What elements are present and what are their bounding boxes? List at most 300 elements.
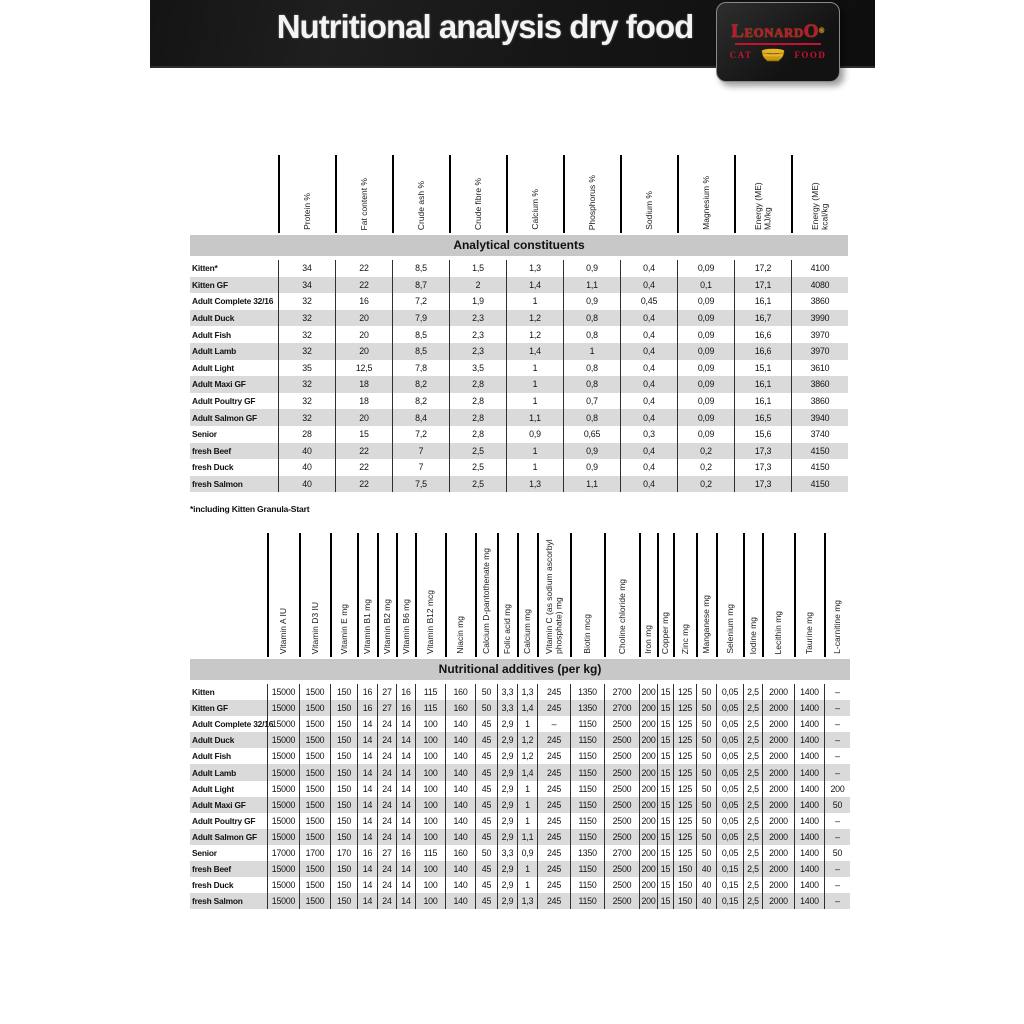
row-label: Senior bbox=[192, 429, 217, 440]
cell: 2,9 bbox=[497, 877, 517, 893]
analytical-constituents-table bbox=[190, 155, 848, 492]
cell: 15 bbox=[657, 797, 673, 813]
cell: 0,09 bbox=[677, 360, 734, 377]
row-label: Adult Light bbox=[192, 362, 234, 373]
row-label: fresh Duck bbox=[192, 462, 234, 473]
cell: 125 bbox=[673, 797, 696, 813]
cell: 2700 bbox=[604, 845, 639, 861]
cell: 100 bbox=[415, 893, 445, 909]
column-header-label: Lecithin mg bbox=[773, 610, 784, 654]
cell: 0,8 bbox=[563, 326, 620, 343]
cell: 4150 bbox=[791, 476, 848, 493]
column-header-label: Iron mg bbox=[643, 625, 654, 654]
cell: 1150 bbox=[570, 781, 604, 797]
cell: 1150 bbox=[570, 813, 604, 829]
column-header-label: Vitamin B6 mg bbox=[400, 598, 411, 654]
cell: 4150 bbox=[791, 443, 848, 460]
cell: 50 bbox=[696, 684, 716, 700]
cell: 1500 bbox=[299, 781, 330, 797]
brand-logo-badge bbox=[716, 2, 840, 82]
cell: 200 bbox=[639, 861, 657, 877]
row-label: fresh Salmon bbox=[192, 896, 243, 907]
page-title: Nutritional analysis dry food bbox=[276, 8, 694, 45]
cell: 24 bbox=[377, 732, 396, 748]
cell: 40 bbox=[278, 476, 335, 493]
cell: 0,7 bbox=[563, 393, 620, 410]
cell: 0,9 bbox=[563, 260, 620, 277]
cell: 2500 bbox=[604, 764, 639, 780]
cell: 2,9 bbox=[497, 797, 517, 813]
cell: 140 bbox=[445, 877, 475, 893]
cell: 125 bbox=[673, 781, 696, 797]
column-header bbox=[537, 533, 570, 657]
column-header-label: Protein % bbox=[301, 193, 312, 230]
cell: 1500 bbox=[299, 861, 330, 877]
cell: 150 bbox=[330, 797, 357, 813]
cell: 2500 bbox=[604, 829, 639, 845]
cell: 2,5 bbox=[743, 845, 762, 861]
cell: 14 bbox=[357, 748, 377, 764]
cell: 3,3 bbox=[497, 684, 517, 700]
cell: 14 bbox=[357, 893, 377, 909]
cell: 100 bbox=[415, 861, 445, 877]
cell: 200 bbox=[639, 877, 657, 893]
cell: 2500 bbox=[604, 877, 639, 893]
cell: 15 bbox=[657, 861, 673, 877]
cell: 1400 bbox=[794, 797, 824, 813]
cell: 2,5 bbox=[743, 861, 762, 877]
column-header bbox=[517, 533, 537, 657]
cell: 140 bbox=[445, 732, 475, 748]
cell: 1,1 bbox=[517, 829, 537, 845]
column-header-label: Magnesium % bbox=[700, 176, 711, 230]
cell: 200 bbox=[639, 764, 657, 780]
cell: 2,9 bbox=[497, 813, 517, 829]
cell: 16,6 bbox=[734, 343, 791, 360]
cell: 0,05 bbox=[716, 813, 743, 829]
cell: 2,9 bbox=[497, 764, 517, 780]
cell: 1350 bbox=[570, 700, 604, 716]
cell: 50 bbox=[475, 700, 497, 716]
column-header-label: Calcium % bbox=[529, 189, 540, 230]
row-label: Adult Maxi GF bbox=[192, 799, 246, 810]
cell: 100 bbox=[415, 732, 445, 748]
column-header-label: Taurine mg bbox=[804, 611, 815, 654]
cell: 1,2 bbox=[517, 748, 537, 764]
cell: 15000 bbox=[267, 813, 299, 829]
row-label: Adult Duck bbox=[192, 313, 235, 324]
cell: 245 bbox=[537, 845, 570, 861]
cell: 45 bbox=[475, 829, 497, 845]
cell: 3,3 bbox=[497, 845, 517, 861]
cell: 140 bbox=[445, 829, 475, 845]
cell: 17,1 bbox=[734, 277, 791, 294]
cell: 24 bbox=[377, 764, 396, 780]
cell: 2,9 bbox=[497, 893, 517, 909]
column-header bbox=[743, 533, 762, 657]
cell: 0,2 bbox=[677, 476, 734, 493]
cell: 160 bbox=[445, 845, 475, 861]
table-row bbox=[190, 716, 850, 732]
cell: – bbox=[824, 893, 850, 909]
cell: 16 bbox=[357, 845, 377, 861]
column-header bbox=[620, 155, 677, 233]
cell: 2,3 bbox=[449, 326, 506, 343]
cell: 170 bbox=[330, 845, 357, 861]
cell: 50 bbox=[696, 829, 716, 845]
cell: 3610 bbox=[791, 360, 848, 377]
column-header-label: Energy (ME) MJ/kg bbox=[753, 182, 773, 230]
column-header bbox=[396, 533, 415, 657]
cell: 15,1 bbox=[734, 360, 791, 377]
column-header-label: Energy (ME) kcal/kg bbox=[810, 182, 830, 230]
brand-name: LeonardO® bbox=[731, 21, 825, 42]
cell: 200 bbox=[639, 700, 657, 716]
cell: 1,3 bbox=[517, 684, 537, 700]
cell: 22 bbox=[335, 459, 392, 476]
cell: 24 bbox=[377, 748, 396, 764]
cell: 50 bbox=[696, 716, 716, 732]
cell: 24 bbox=[377, 797, 396, 813]
cell: 1150 bbox=[570, 797, 604, 813]
cell: 40 bbox=[696, 877, 716, 893]
cell: 1500 bbox=[299, 829, 330, 845]
row-label: Adult Fish bbox=[192, 751, 231, 762]
cell: 45 bbox=[475, 716, 497, 732]
cell: 50 bbox=[696, 797, 716, 813]
cell: 245 bbox=[537, 861, 570, 877]
cell: 45 bbox=[475, 861, 497, 877]
table-row bbox=[190, 293, 848, 310]
cell: 15000 bbox=[267, 877, 299, 893]
cell: 2000 bbox=[762, 877, 794, 893]
cell: 1,1 bbox=[563, 476, 620, 493]
cell: 0,9 bbox=[563, 443, 620, 460]
cell: 2500 bbox=[604, 893, 639, 909]
column-header bbox=[299, 533, 330, 657]
column-header-label: Crude ash % bbox=[415, 180, 426, 230]
cell: 245 bbox=[537, 829, 570, 845]
cell: 150 bbox=[330, 732, 357, 748]
cell: 245 bbox=[537, 877, 570, 893]
cell: 2,5 bbox=[743, 813, 762, 829]
cell: 14 bbox=[357, 732, 377, 748]
nutritional-additives-table bbox=[190, 533, 850, 909]
cell: 1,4 bbox=[517, 764, 537, 780]
cell: 2700 bbox=[604, 700, 639, 716]
cell: 1 bbox=[506, 376, 563, 393]
cell: 50 bbox=[475, 684, 497, 700]
column-header-label: Iodine mg bbox=[747, 616, 758, 654]
cell: 1400 bbox=[794, 716, 824, 732]
cell: 2000 bbox=[762, 781, 794, 797]
cell: 0,9 bbox=[563, 293, 620, 310]
cell: 2,9 bbox=[497, 861, 517, 877]
cell: 0,4 bbox=[620, 343, 677, 360]
table-row bbox=[190, 310, 848, 327]
row-label: fresh Beef bbox=[192, 445, 231, 456]
cell: 150 bbox=[330, 716, 357, 732]
cell: 32 bbox=[278, 409, 335, 426]
cell: 50 bbox=[696, 732, 716, 748]
cell: 7,2 bbox=[392, 293, 449, 310]
column-header-label: Phosphorus % bbox=[586, 174, 597, 230]
cell: 32 bbox=[278, 310, 335, 327]
cell: 200 bbox=[639, 829, 657, 845]
row-label: Adult Light bbox=[192, 783, 234, 794]
cell: 22 bbox=[335, 443, 392, 460]
cell: 0,2 bbox=[677, 443, 734, 460]
cell: 17000 bbox=[267, 845, 299, 861]
cell: 7,2 bbox=[392, 426, 449, 443]
cell: 24 bbox=[377, 813, 396, 829]
cell: 1400 bbox=[794, 877, 824, 893]
cell: 1,2 bbox=[506, 310, 563, 327]
cell: 50 bbox=[824, 797, 850, 813]
cell: 16,1 bbox=[734, 393, 791, 410]
cell: 2,8 bbox=[449, 393, 506, 410]
cell: 2,9 bbox=[497, 716, 517, 732]
cell: 2500 bbox=[604, 732, 639, 748]
cell: 34 bbox=[278, 260, 335, 277]
cell: 0,09 bbox=[677, 343, 734, 360]
cell: 45 bbox=[475, 764, 497, 780]
cell: 0,09 bbox=[677, 293, 734, 310]
column-header bbox=[734, 155, 791, 233]
cell: 50 bbox=[824, 845, 850, 861]
cell: 15 bbox=[657, 716, 673, 732]
cell: 1,2 bbox=[517, 732, 537, 748]
cell: 150 bbox=[673, 861, 696, 877]
row-label: fresh Beef bbox=[192, 864, 231, 875]
cell: 245 bbox=[537, 813, 570, 829]
cell: 24 bbox=[377, 893, 396, 909]
cell: 100 bbox=[415, 797, 445, 813]
cell: 0,9 bbox=[517, 845, 537, 861]
cell: 12,5 bbox=[335, 360, 392, 377]
table-row bbox=[190, 813, 850, 829]
cell: 50 bbox=[696, 700, 716, 716]
column-header bbox=[696, 533, 716, 657]
cell: 15000 bbox=[267, 700, 299, 716]
table-row bbox=[190, 393, 848, 410]
cell: 0,4 bbox=[620, 476, 677, 493]
column-header bbox=[330, 533, 357, 657]
registered-trademark-icon: ® bbox=[819, 28, 825, 35]
cell: 7,8 bbox=[392, 360, 449, 377]
cell: 14 bbox=[396, 893, 415, 909]
cell: 24 bbox=[377, 829, 396, 845]
row-label: Adult Salmon GF bbox=[192, 412, 257, 423]
cell: 2,5 bbox=[743, 732, 762, 748]
cell: 20 bbox=[335, 409, 392, 426]
table-row bbox=[190, 877, 850, 893]
table-body bbox=[190, 260, 848, 492]
column-header-label: Choline chloride mg bbox=[616, 578, 627, 654]
cell: 15000 bbox=[267, 781, 299, 797]
table-row bbox=[190, 700, 850, 716]
cell: 2,9 bbox=[497, 781, 517, 797]
cell: 150 bbox=[330, 861, 357, 877]
cell: 125 bbox=[673, 845, 696, 861]
cell: 1400 bbox=[794, 748, 824, 764]
cell: 150 bbox=[330, 700, 357, 716]
cell: 8,5 bbox=[392, 326, 449, 343]
cell: 140 bbox=[445, 748, 475, 764]
cell: 22 bbox=[335, 277, 392, 294]
cell: 32 bbox=[278, 393, 335, 410]
cell: 15 bbox=[657, 732, 673, 748]
cell: 3860 bbox=[791, 293, 848, 310]
cell: 7,9 bbox=[392, 310, 449, 327]
cell: 50 bbox=[696, 748, 716, 764]
cell: 2,5 bbox=[743, 893, 762, 909]
cell: 0,8 bbox=[563, 360, 620, 377]
cell: 17,3 bbox=[734, 476, 791, 493]
cell: 2,5 bbox=[449, 459, 506, 476]
cell: 45 bbox=[475, 732, 497, 748]
cell: 8,5 bbox=[392, 343, 449, 360]
cell: – bbox=[824, 877, 850, 893]
table-row bbox=[190, 409, 848, 426]
cell: 34 bbox=[278, 277, 335, 294]
column-header bbox=[677, 155, 734, 233]
column-header-label: Biotin mcg bbox=[582, 614, 593, 654]
cell: 2000 bbox=[762, 748, 794, 764]
column-header-label: Selenium mg bbox=[724, 604, 735, 654]
cell: 50 bbox=[475, 845, 497, 861]
cell: 16 bbox=[357, 700, 377, 716]
cell: 1500 bbox=[299, 764, 330, 780]
cell: 20 bbox=[335, 343, 392, 360]
table-row bbox=[190, 476, 848, 493]
cell: 27 bbox=[377, 845, 396, 861]
column-header bbox=[449, 155, 506, 233]
cell: 1700 bbox=[299, 845, 330, 861]
cell: 8,7 bbox=[392, 277, 449, 294]
cell: 0,09 bbox=[677, 326, 734, 343]
cell: 14 bbox=[357, 877, 377, 893]
cell: 40 bbox=[278, 443, 335, 460]
table-row bbox=[190, 360, 848, 377]
cell: 245 bbox=[537, 748, 570, 764]
cell: 16,1 bbox=[734, 293, 791, 310]
cell: 100 bbox=[415, 813, 445, 829]
row-label: Kitten bbox=[192, 687, 215, 698]
cell: 125 bbox=[673, 716, 696, 732]
cell: 1400 bbox=[794, 813, 824, 829]
cell: – bbox=[824, 732, 850, 748]
cell: 2000 bbox=[762, 861, 794, 877]
cell: 50 bbox=[696, 845, 716, 861]
cell: 8,2 bbox=[392, 376, 449, 393]
cell: 14 bbox=[357, 813, 377, 829]
cell: 15000 bbox=[267, 684, 299, 700]
cell: 14 bbox=[357, 797, 377, 813]
cell: 200 bbox=[639, 781, 657, 797]
row-label: Kitten GF bbox=[192, 279, 228, 290]
table-row bbox=[190, 861, 850, 877]
row-label: Adult Poultry GF bbox=[192, 396, 256, 407]
cell: 45 bbox=[475, 813, 497, 829]
table-row bbox=[190, 459, 848, 476]
cell: 14 bbox=[396, 764, 415, 780]
table-row bbox=[190, 845, 850, 861]
cell: 15 bbox=[657, 893, 673, 909]
cell: 0,09 bbox=[677, 376, 734, 393]
cell: 14 bbox=[396, 781, 415, 797]
cell: 0,05 bbox=[716, 732, 743, 748]
cell: 2,3 bbox=[449, 310, 506, 327]
cell: – bbox=[824, 861, 850, 877]
cell: – bbox=[824, 700, 850, 716]
cell: 1,4 bbox=[517, 700, 537, 716]
cell: 140 bbox=[445, 764, 475, 780]
cell: 27 bbox=[377, 684, 396, 700]
cell: 150 bbox=[330, 877, 357, 893]
cell: 3970 bbox=[791, 326, 848, 343]
cell: 16 bbox=[396, 845, 415, 861]
cell: 2000 bbox=[762, 700, 794, 716]
cell: 1400 bbox=[794, 764, 824, 780]
table-row bbox=[190, 829, 850, 845]
column-header bbox=[657, 533, 673, 657]
cell: 32 bbox=[278, 376, 335, 393]
cell: 2,5 bbox=[743, 797, 762, 813]
cell: 2500 bbox=[604, 861, 639, 877]
cell: 0,4 bbox=[620, 260, 677, 277]
column-header-label: Vitamin B12 mcg bbox=[425, 589, 436, 654]
cell: 200 bbox=[639, 797, 657, 813]
cell: 100 bbox=[415, 716, 445, 732]
column-header-label: Zinc mg bbox=[679, 623, 690, 654]
cell: 2000 bbox=[762, 813, 794, 829]
cell: 2500 bbox=[604, 813, 639, 829]
cell: 245 bbox=[537, 684, 570, 700]
cell: 0,4 bbox=[620, 376, 677, 393]
cell: 1 bbox=[517, 716, 537, 732]
cell: 7 bbox=[392, 459, 449, 476]
cell: 3740 bbox=[791, 426, 848, 443]
cell: 2000 bbox=[762, 732, 794, 748]
brand-divider bbox=[735, 43, 821, 45]
row-label: Adult Maxi GF bbox=[192, 379, 246, 390]
cell: 140 bbox=[445, 716, 475, 732]
cell: – bbox=[824, 716, 850, 732]
cell: 3,3 bbox=[497, 700, 517, 716]
cell: 1500 bbox=[299, 813, 330, 829]
cell: 3860 bbox=[791, 393, 848, 410]
cell: 1,2 bbox=[506, 326, 563, 343]
cell: 16 bbox=[335, 293, 392, 310]
cell: 150 bbox=[330, 781, 357, 797]
cell: 0,09 bbox=[677, 393, 734, 410]
cell: 1350 bbox=[570, 845, 604, 861]
cell: 2700 bbox=[604, 684, 639, 700]
cell: 2500 bbox=[604, 748, 639, 764]
column-header bbox=[604, 533, 639, 657]
cell: 140 bbox=[445, 797, 475, 813]
row-label: Adult Complete 32/16 bbox=[192, 719, 274, 730]
cell: 0,09 bbox=[677, 310, 734, 327]
table-row bbox=[190, 426, 848, 443]
column-header bbox=[377, 533, 396, 657]
row-label: Adult Complete 32/16 bbox=[192, 296, 274, 307]
cell: 0,05 bbox=[716, 797, 743, 813]
column-header-label: Niacin mg bbox=[455, 616, 466, 654]
cell: 8,2 bbox=[392, 393, 449, 410]
cell: 1,4 bbox=[506, 343, 563, 360]
